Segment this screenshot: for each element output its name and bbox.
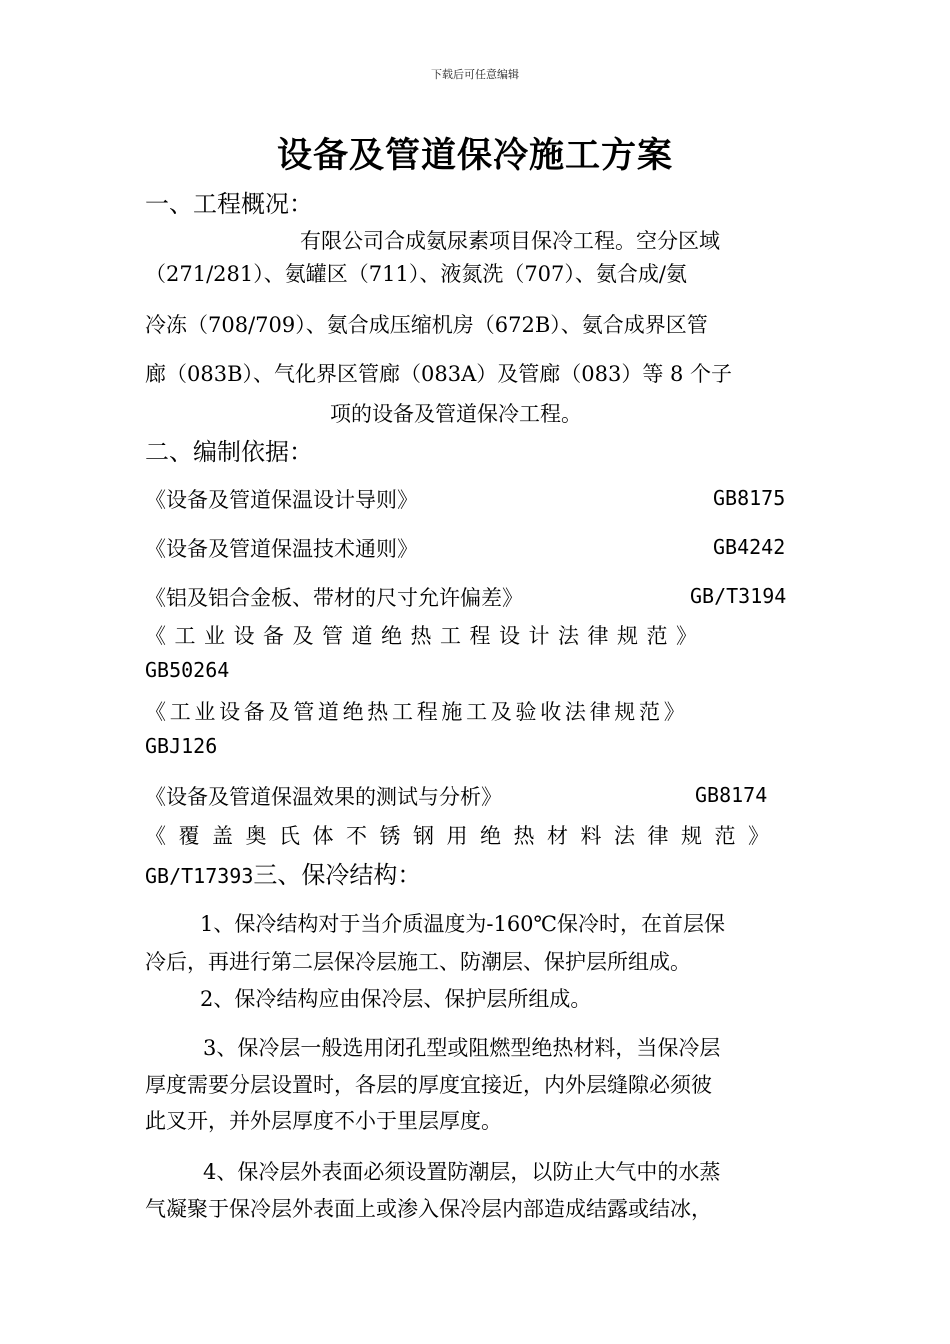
- reference-code: GB/T17393: [145, 864, 254, 888]
- section2-heading: 二、编制依据：: [145, 438, 313, 466]
- section1-heading: 一、工程概况：: [145, 190, 313, 218]
- reference-name: 《设备及管道保温效果的测试与分析》: [145, 785, 502, 809]
- reference-and-heading-line: [145, 855, 421, 890]
- section3-p1-line-2: 冷后，再进行第二层保冷层施工、防潮层、保护层所组成。: [145, 950, 691, 974]
- document-title: 设备及管道保冷施工方案: [276, 135, 673, 176]
- reference-item: [145, 582, 805, 612]
- reference-code: GB8174: [695, 783, 768, 807]
- reference-name: 《设备及管道保温设计导则》: [145, 488, 418, 512]
- section3-p4-line-1: 4、保冷层外表面必须设置防潮层，以防止大气中的水蒸: [203, 1160, 721, 1184]
- section3-heading: 三、保冷结构：: [253, 861, 422, 889]
- section1-line-1: 有限公司合成氨尿素项目保冷工程。空分区域: [300, 229, 720, 253]
- reference-code: GB8175: [713, 486, 786, 510]
- reference-item: [145, 484, 805, 514]
- reference-name-spaced: 《覆盖奥氏体不锈钢用绝热材料法律规范》: [145, 824, 782, 848]
- reference-name: 《设备及管道保温技术通则》: [145, 537, 418, 561]
- reference-name-spaced: 《工业设备及管道绝热工程施工及验收法律规范》: [145, 700, 689, 724]
- section3-p3-line-1: 3、保冷层一般选用闭孔型或阻燃型绝热材料，当保冷层: [203, 1036, 721, 1060]
- section3-p3-line-2: 厚度需要分层设置时，各层的厚度宜接近，内外层缝隙必须彼: [145, 1073, 712, 1097]
- reference-item: [145, 781, 805, 811]
- section3-p3-line-3: 此叉开，并外层厚度不小于里层厚度。: [145, 1109, 502, 1133]
- reference-name: 《铝及铝合金板、带材的尺寸允许偏差》: [145, 586, 523, 610]
- reference-item: [145, 533, 805, 563]
- reference-code: GB4242: [713, 535, 786, 559]
- section1-line-4: 廊（083B）、气化界区管廊（083A）及管廊（083）等 8 个子: [145, 362, 733, 386]
- section3-p4-line-2: 气凝聚于保冷层外表面上或渗入保冷层内部造成结露或结冰，: [145, 1197, 712, 1221]
- section3-p2: 2、保冷结构应由保冷层、保护层所组成。: [200, 987, 592, 1011]
- section1-line-5: 项的设备及管道保冷工程。: [330, 402, 582, 426]
- page-header-note: 下载后可任意编辑: [431, 68, 519, 81]
- section1-line-2: （271/281）、氨罐区（711）、液氮洗（707）、氨合成/氨: [145, 262, 687, 286]
- reference-code: GB50264: [145, 658, 230, 682]
- reference-code: GB/T3194: [690, 584, 787, 608]
- reference-code: GBJ126: [145, 734, 218, 758]
- section1-line-3: 冷冻（708/709）、氨合成压缩机房（672B）、氨合成界区管: [145, 313, 708, 337]
- section3-p1-line-1: 1、保冷结构对于当介质温度为-160℃保冷时，在首层保: [200, 912, 726, 936]
- reference-name-spaced: 《工业设备及管道绝热工程设计法律规范》: [145, 624, 706, 648]
